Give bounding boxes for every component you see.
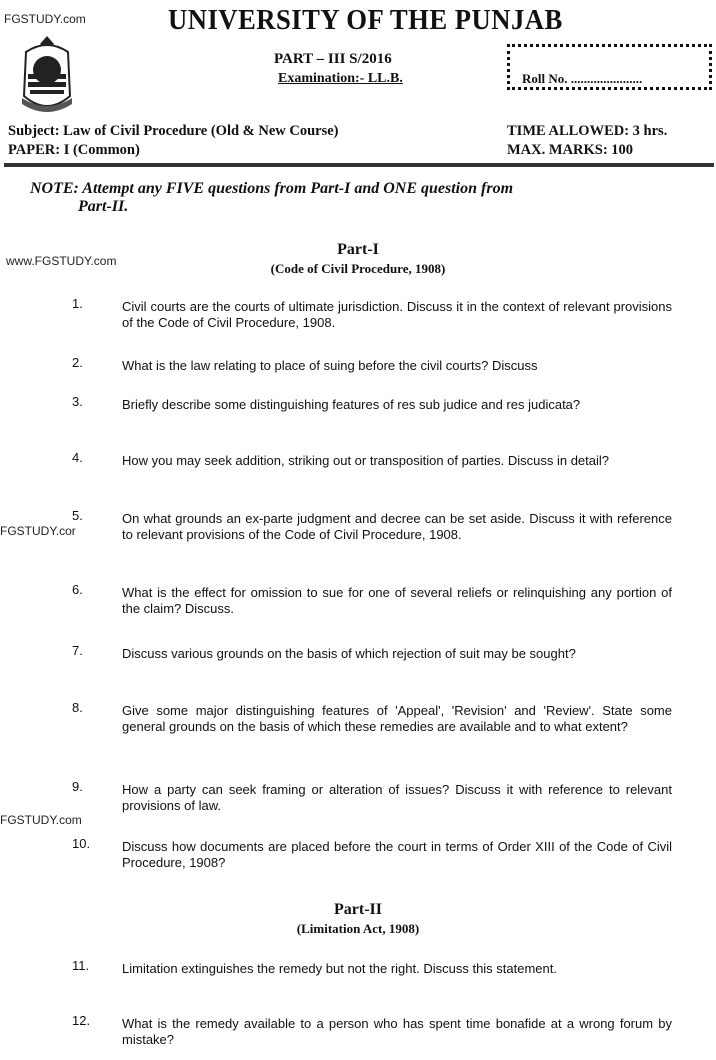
note-line1: NOTE: Attempt any FIVE questions from Part-I and ONE question from (30, 180, 514, 197)
roll-no-label: Roll No. ...................... (522, 71, 643, 86)
question-number: 1. (72, 296, 83, 311)
university-logo (16, 34, 78, 116)
roll-no-box (507, 44, 712, 90)
question-text: What is the effect for omission to sue for one of several reliefs or relinquishing any portion of the claim? Discuss. (122, 585, 672, 616)
question-number: 5. (72, 508, 83, 523)
question-text: Discuss various grounds on the basis of which rejection of suit may be sought? (122, 646, 576, 661)
question-number: 9. (72, 779, 83, 794)
question-text: Civil courts are the courts of ultimate jurisdiction. Discuss it in the context of relevant provisions of the Code of Civil Procedure, 1908. (122, 299, 672, 330)
watermark: www.FGSTUDY.com (6, 254, 117, 268)
question-text: What is the law relating to place of suing before the civil courts? Discuss (122, 358, 538, 373)
question-text: On what grounds an ex-parte judgment and decree can be set aside. Discuss it with reference to relevant provisions of the Code of Civil Procedure, 1908. (122, 511, 672, 542)
paper: PAPER: I (Common) (8, 142, 140, 158)
time-allowed: TIME ALLOWED: 3 hrs. (507, 123, 668, 139)
question-number: 11. (72, 958, 90, 973)
part2-title: Part-II (334, 901, 382, 918)
part1-subtitle: (Code of Civil Procedure, 1908) (270, 261, 446, 276)
part-label: PART – III S/2016 (274, 51, 392, 67)
university-title: UNIVERSITY OF THE PUNJAB (168, 4, 563, 36)
question-number: 2. (72, 355, 83, 370)
question-number: 10. (72, 836, 91, 851)
question-text: Limitation extinguishes the remedy but not the right. Discuss this statement. (122, 961, 557, 976)
question-number: 7. (72, 643, 83, 658)
question-text: Briefly describe some distinguishing features of res sub judice and res judicata? (122, 397, 581, 412)
part1-title: Part-I (337, 241, 379, 258)
part2-subtitle: (Limitation Act, 1908) (296, 921, 420, 936)
question-text: What is the remedy available to a person who has spent time bonafide at a wrong forum by mistake? (122, 1016, 672, 1047)
question-number: 4. (72, 450, 83, 465)
question-number: 6. (72, 582, 83, 597)
note-line2: Part-II. (78, 198, 129, 215)
watermark: FGSTUDY.com (0, 813, 82, 827)
question-text: Discuss how documents are placed before the court in terms of Order XIII of the Code of Civil Procedure, 1908? (122, 839, 672, 870)
question-number: 8. (72, 700, 83, 715)
question-number: 3. (72, 394, 83, 409)
question-text: Give some major distinguishing features of 'Appeal', 'Revision' and 'Review'. State some general grounds on the basis of which these remedies are available and to what extent? (122, 703, 672, 734)
divider (4, 163, 714, 167)
max-marks: MAX. MARKS: 100 (507, 142, 634, 158)
watermark: FGSTUDY.com (4, 12, 86, 26)
question-text: How you may seek addition, striking out or transposition of parties. Discuss in detail? (122, 453, 610, 468)
question-text: How a party can seek framing or alteration of issues? Discuss it with reference to relevant provisions of law. (122, 782, 672, 813)
examination-label: Examination:- LL.B. (278, 71, 403, 86)
question-number: 12. (72, 1013, 91, 1028)
subject: Subject: Law of Civil Procedure (Old & New Course) (8, 123, 339, 139)
watermark: FGSTUDY.cor (0, 524, 76, 538)
